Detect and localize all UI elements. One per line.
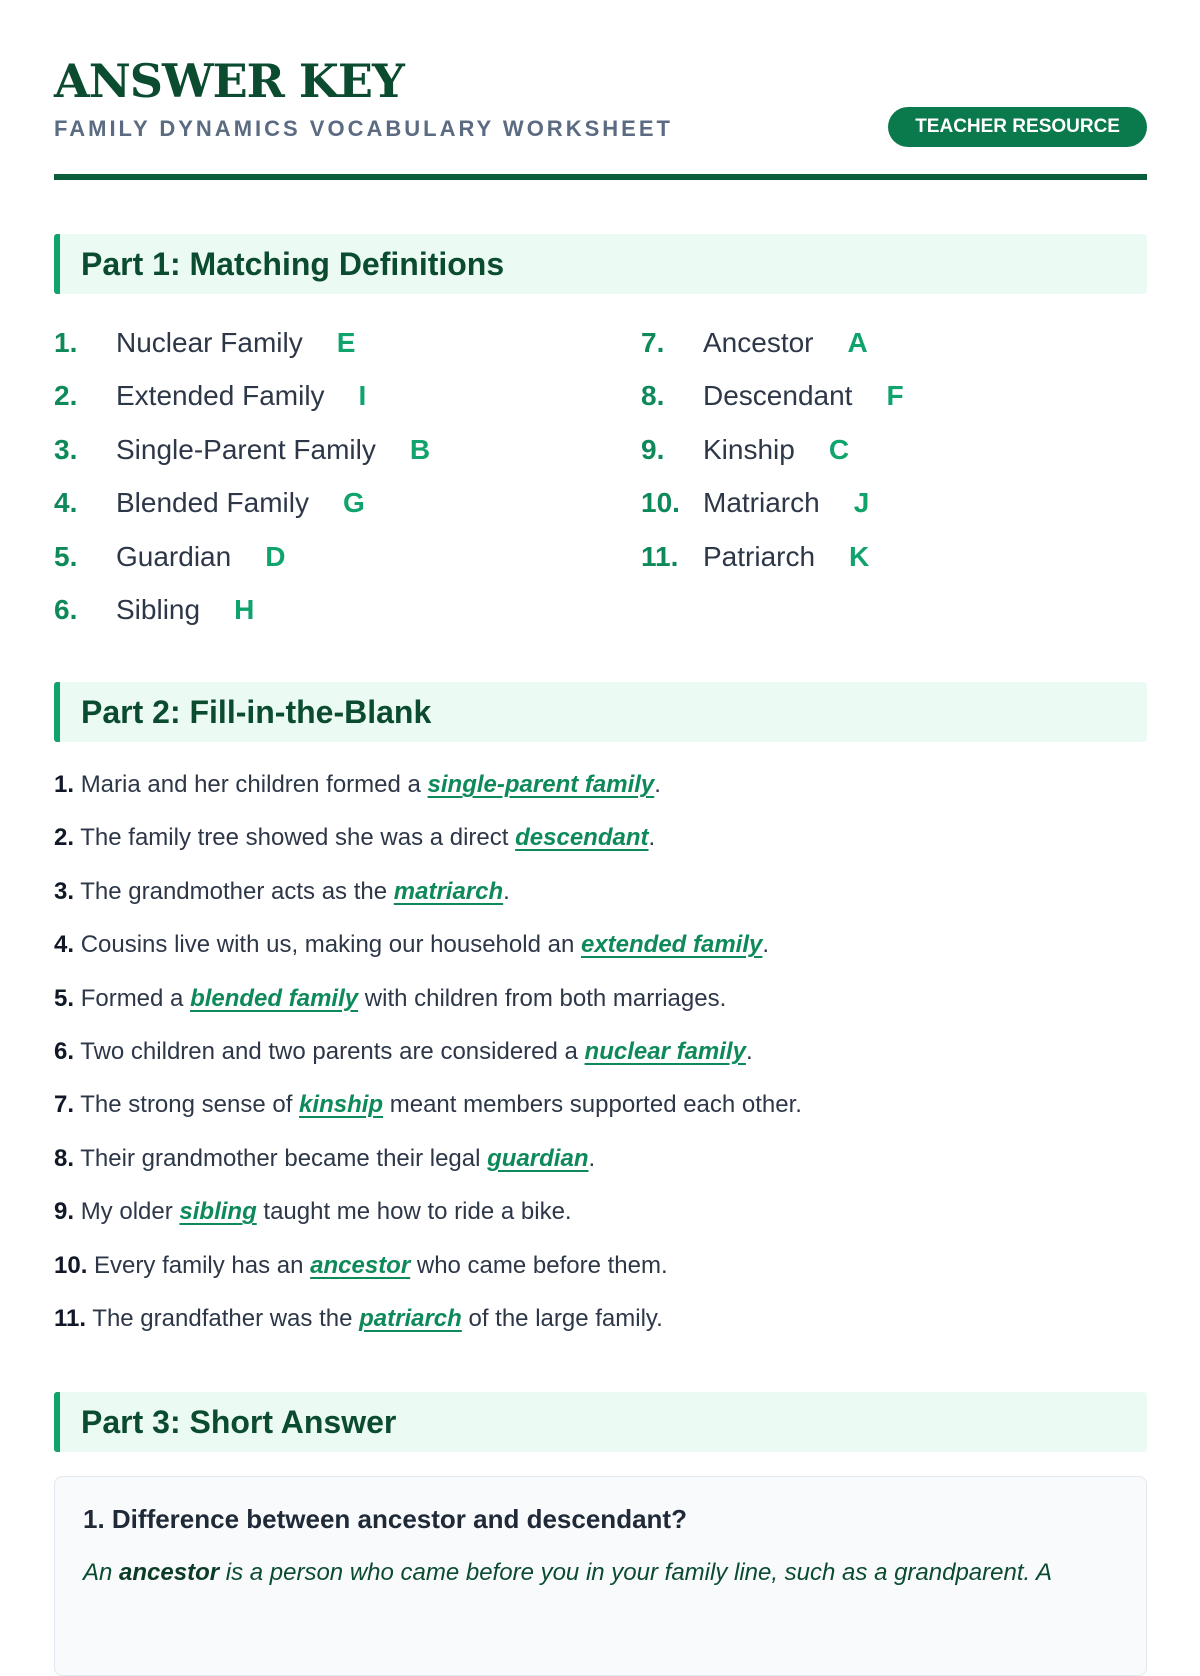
sentence-start: My older xyxy=(80,1198,173,1226)
sentence-start: Their grandmother became their legal xyxy=(80,1144,481,1172)
matching-term: Kinship xyxy=(703,433,795,465)
matching-item xyxy=(641,423,904,476)
answer-text: An xyxy=(83,1559,120,1586)
sentence-end: with children from both marriages. xyxy=(358,984,727,1012)
sentence-end: . xyxy=(588,1144,596,1172)
item-number: 2. xyxy=(54,824,75,852)
item-number: 6. xyxy=(54,593,78,625)
sentence-end: . xyxy=(745,1037,753,1065)
fill-item xyxy=(54,865,802,918)
matching-item xyxy=(54,423,430,476)
sentence-start: Formed a xyxy=(80,984,184,1012)
item-number: 7. xyxy=(641,327,665,358)
matching-answer: J xyxy=(853,487,870,519)
sentence-end: . xyxy=(503,877,510,905)
fill-item xyxy=(54,1025,802,1078)
short-answer-question: 1. Difference between ancestor and descendant? xyxy=(83,1504,687,1534)
item-number: 8. xyxy=(641,380,665,412)
part1-heading: Part 1: Matching Definitions xyxy=(81,246,505,282)
fill-item xyxy=(54,1239,802,1292)
item-number: 4. xyxy=(54,487,78,519)
matching-term: Single-Parent Family xyxy=(116,433,376,465)
blank-answer: patriarch xyxy=(359,1304,462,1332)
sentence-start: The grandfather was the xyxy=(92,1304,353,1332)
sentence-start: Cousins live with us, making our household an xyxy=(80,931,575,959)
matching-item xyxy=(641,369,904,422)
item-number: 1. xyxy=(54,327,78,358)
matching-item xyxy=(54,530,430,583)
matching-answer: B xyxy=(409,433,431,465)
matching-list-right xyxy=(641,316,904,583)
matching-answer: C xyxy=(828,433,850,465)
sentence-start: The strong sense of xyxy=(80,1091,293,1119)
item-number: 8. xyxy=(54,1144,75,1172)
item-number: 10. xyxy=(54,1251,88,1279)
part3-heading-bar xyxy=(54,1392,1147,1452)
sentence-end: . xyxy=(648,824,656,852)
item-number: 9. xyxy=(641,433,665,465)
item-number: 9. xyxy=(54,1198,75,1226)
part2-heading: Part 2: Fill-in-the-Blank xyxy=(81,694,432,730)
matching-item xyxy=(641,476,904,529)
sentence-end: . xyxy=(654,771,661,798)
sentence-start: Two children and two parents are considered a xyxy=(80,1037,578,1065)
sentence-start: The grandmother acts as the xyxy=(80,877,388,905)
item-number: 10. xyxy=(641,487,680,519)
matching-item xyxy=(641,530,904,583)
blank-answer: kinship xyxy=(299,1091,384,1119)
matching-answer: F xyxy=(886,380,904,412)
matching-answer: H xyxy=(234,593,255,625)
item-number: 7. xyxy=(54,1091,75,1119)
matching-item xyxy=(54,476,430,529)
matching-item xyxy=(54,583,430,636)
matching-term: Ancestor xyxy=(703,327,814,358)
teacher-resource-badge: TEACHER RESOURCE xyxy=(888,107,1147,147)
matching-answer: K xyxy=(849,540,870,572)
sentence-end: . xyxy=(762,931,770,959)
blank-answer: guardian xyxy=(487,1144,589,1172)
fill-item xyxy=(54,1132,802,1185)
page-title: ANSWER KEY xyxy=(54,54,404,108)
item-number: 3. xyxy=(54,433,78,465)
sentence-end: of the large family. xyxy=(461,1304,663,1332)
matching-answer: D xyxy=(265,540,286,572)
blank-answer: sibling xyxy=(179,1198,257,1226)
worksheet-page xyxy=(54,0,1147,1586)
fill-item xyxy=(54,918,802,971)
matching-term: Guardian xyxy=(116,540,232,572)
matching-term: Matriarch xyxy=(703,487,820,519)
sentence-end: taught me how to ride a bike. xyxy=(256,1198,572,1226)
answer-text: is a person who came before you in your family line, such as a grandparent. A xyxy=(219,1559,1052,1586)
item-number: 11. xyxy=(54,1304,87,1332)
fill-item xyxy=(54,972,802,1025)
page-header xyxy=(54,0,1147,180)
matching-list-left xyxy=(54,316,430,636)
matching-answer: G xyxy=(342,487,365,519)
page-subtitle: FAMILY DYNAMICS VOCABULARY WORKSHEET xyxy=(54,116,673,141)
sentence-start: The family tree showed she was a direct xyxy=(80,824,509,852)
matching-term: Nuclear Family xyxy=(116,327,303,358)
fill-item xyxy=(54,758,802,811)
matching-item xyxy=(54,316,430,369)
sentence-end: who came before them. xyxy=(410,1251,668,1279)
blank-answer: blended family xyxy=(190,984,359,1012)
item-number: 3. xyxy=(54,877,75,905)
blank-answer: ancestor xyxy=(310,1251,411,1279)
blank-answer: extended family xyxy=(580,931,763,959)
answer-term: ancestor xyxy=(119,1559,220,1586)
fill-item xyxy=(54,1185,802,1238)
blank-answer: descendant xyxy=(515,824,649,852)
sentence-start: Every family has an xyxy=(94,1251,304,1279)
matching-item xyxy=(641,316,904,369)
item-number: 5. xyxy=(54,984,75,1012)
fill-in-list xyxy=(54,758,802,1345)
matching-term: Sibling xyxy=(116,593,201,625)
matching-answer: I xyxy=(358,380,367,412)
item-number: 2. xyxy=(54,380,78,412)
item-number: 4. xyxy=(54,931,75,959)
blank-answer: nuclear family xyxy=(584,1037,746,1065)
fill-item xyxy=(54,811,802,864)
part3-heading: Part 3: Short Answer xyxy=(81,1404,397,1440)
short-answer-response xyxy=(83,1555,1118,1591)
item-number: 1. xyxy=(54,771,75,798)
blank-answer: matriarch xyxy=(393,877,504,905)
matching-item xyxy=(54,369,430,422)
item-number: 5. xyxy=(54,540,78,572)
sentence-start: Maria and her children formed a xyxy=(80,771,421,798)
matching-term: Blended Family xyxy=(116,487,309,519)
matching-term: Patriarch xyxy=(703,540,816,572)
short-answer-card xyxy=(54,1476,1147,1676)
header-divider xyxy=(54,174,1147,180)
matching-answer: A xyxy=(847,327,868,358)
matching-answer: E xyxy=(336,327,356,358)
item-number: 11. xyxy=(641,540,679,572)
item-number: 6. xyxy=(54,1037,75,1065)
sentence-end: meant members supported each other. xyxy=(383,1091,802,1119)
matching-term: Extended Family xyxy=(116,380,325,412)
fill-item xyxy=(54,1078,802,1131)
fill-item xyxy=(54,1292,802,1345)
blank-answer: single-parent family xyxy=(427,771,655,798)
matching-term: Descendant xyxy=(703,380,853,412)
part2-heading-bar xyxy=(54,682,1147,742)
part1-heading-bar xyxy=(54,234,1147,294)
